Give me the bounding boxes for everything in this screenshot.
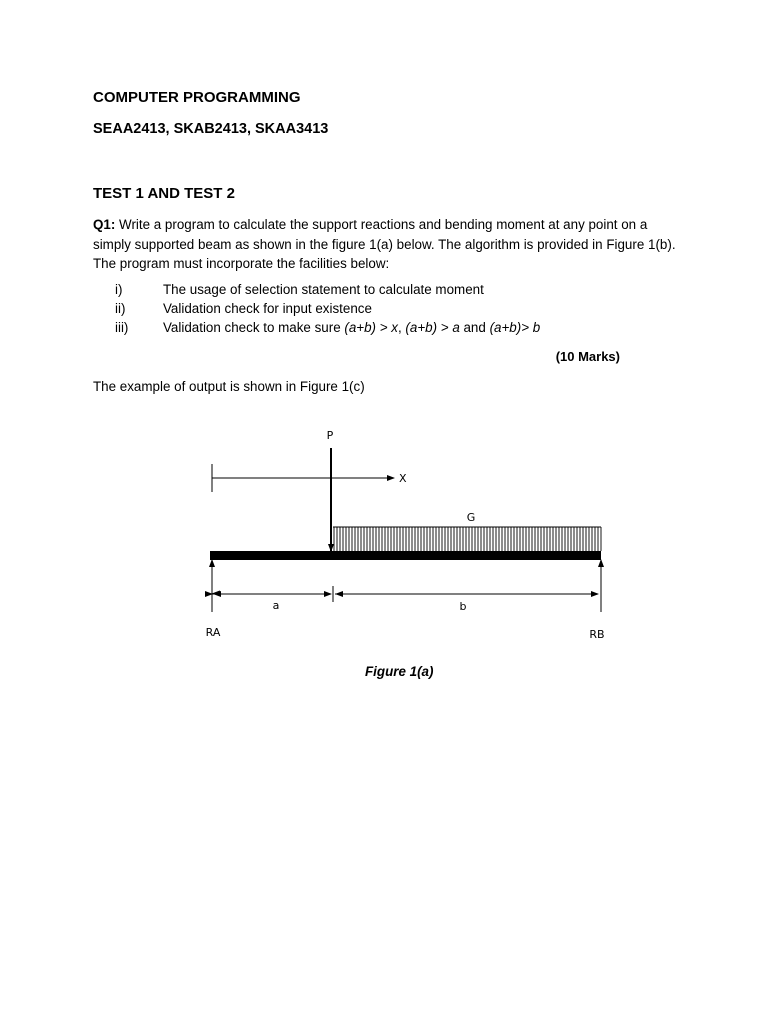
question-label: Q1: [93, 217, 116, 232]
label-rb: RB [589, 628, 605, 641]
question-text [93, 215, 688, 274]
label-ra: RA [205, 626, 221, 639]
requirement-text-part: Validation check to make sure [163, 320, 345, 335]
question-body: Write a program to calculate the support reactions and bending moment at any point on a simply supported beam as shown in the figure 1(a) below. The algorithm is provided in Figure 1(b). The program must incorporate the facilities below: [93, 217, 676, 271]
beam [210, 551, 601, 560]
distributed-load [333, 527, 601, 551]
example-note: The example of output is shown in Figure 1(c) [93, 379, 365, 394]
label-g: G [466, 511, 476, 524]
requirement-item [93, 282, 653, 301]
figure-caption: Figure 1(a) [365, 664, 434, 679]
requirement-number: ii) [115, 301, 126, 316]
requirement-text: The usage of selection statement to calculate moment [163, 282, 484, 297]
requirement-item [93, 301, 653, 320]
test-title: TEST 1 AND TEST 2 [93, 185, 235, 202]
requirements-list [93, 282, 653, 339]
requirement-text-part: , [397, 320, 406, 335]
requirement-number: iii) [115, 320, 129, 335]
requirement-text [163, 320, 540, 335]
label-x: X [399, 472, 407, 485]
condition-a-b-gt-b: (a+b)> b [489, 320, 541, 335]
course-title: COMPUTER PROGRAMMING [93, 89, 301, 106]
label-p: P [326, 429, 334, 442]
requirement-text: Validation check for input existence [163, 301, 372, 316]
condition-a-b-gt-a: (a+b) > a [405, 320, 460, 335]
label-a: a [272, 599, 280, 612]
course-codes: SEAA2413, SKAB2413, SKAA3413 [93, 121, 329, 137]
requirement-number: i) [115, 282, 123, 297]
dimension-b-start-arrow [335, 591, 343, 597]
beam-diagram [190, 420, 620, 660]
label-b: b [459, 600, 467, 613]
condition-a-b-gt-x: (a+b) > x [344, 320, 398, 335]
requirement-item [93, 320, 653, 339]
marks-label: (10 Marks) [555, 349, 620, 364]
requirement-text-part: and [459, 320, 490, 335]
